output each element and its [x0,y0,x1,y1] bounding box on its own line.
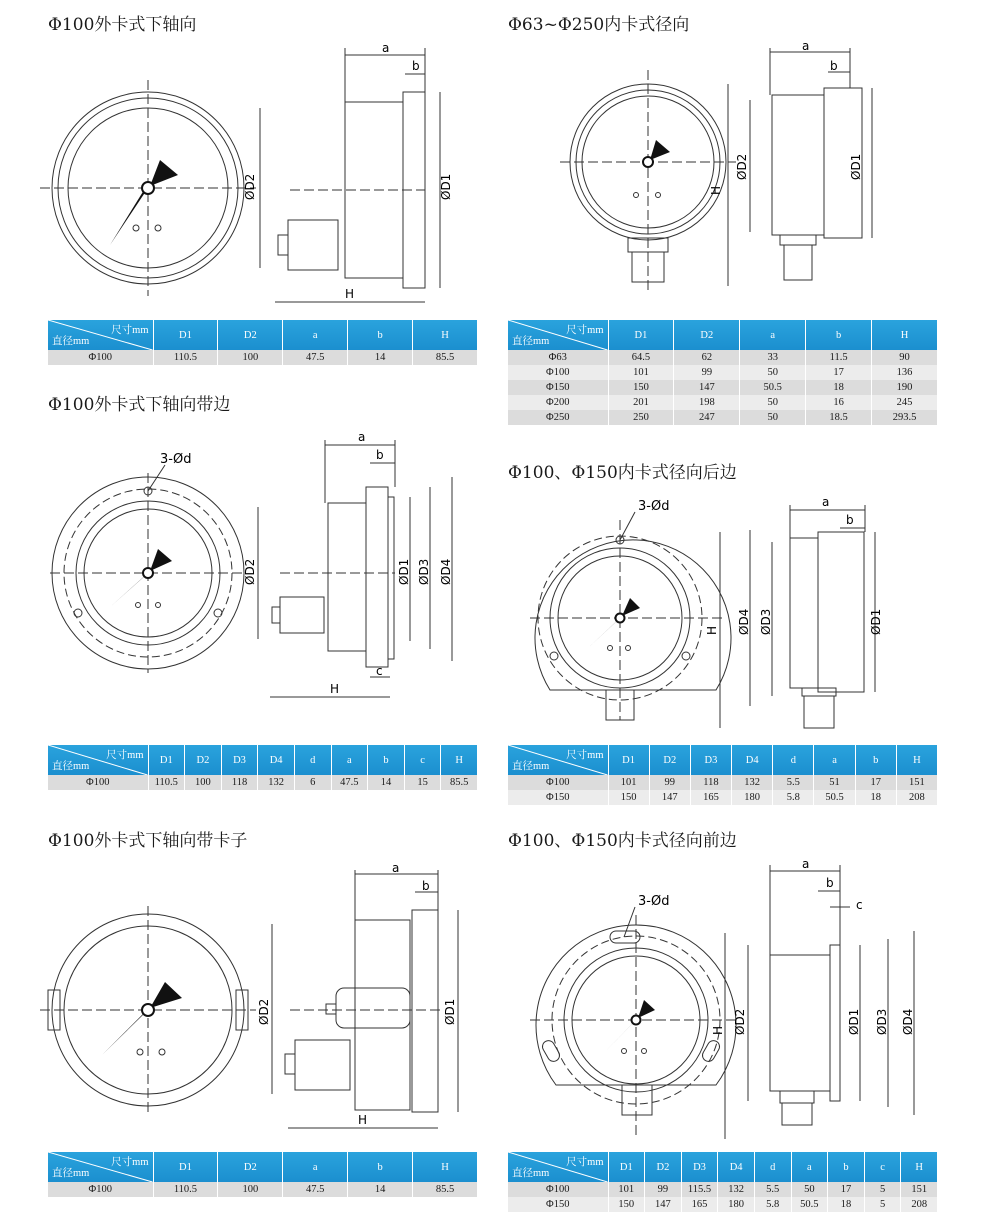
col-header: a [283,320,348,350]
col-header: a [331,745,368,775]
col-header: D1 [608,320,674,350]
col-header: b [855,745,896,775]
col-header: H [413,1152,478,1182]
table-row: Φ250 250 247 50 18.5 293.5 [508,410,938,425]
corner-cell: 尺寸mm 直径mm [48,1152,153,1182]
table-row: Φ100 110.5 100 47.5 14 85.5 [48,350,478,365]
dim-d4: ØD4 [737,608,751,635]
col-header: c [864,1152,901,1182]
dim-c: c [376,664,383,678]
col-header: H [413,320,478,350]
dim-h: H [345,287,355,301]
dim-hole: 3-Ød [160,452,192,467]
col-header: b [348,320,413,350]
corner-cell: 尺寸mm 直径mm [508,320,608,350]
col-header: d [294,745,331,775]
dim-d1: ØD1 [847,1008,861,1035]
dim-b: b [376,448,384,462]
dim-a: a [802,857,810,871]
spec-table-5 [48,1152,478,1197]
col-header: D1 [608,1152,645,1182]
corner-cell: 尺寸mm 直径mm [48,320,153,350]
dim-d2: ØD2 [243,558,257,585]
corner-cell: 尺寸mm 直径mm [48,745,148,775]
table-row: Φ100 110.5 100 47.5 14 85.5 [48,1182,478,1197]
col-header: D2 [185,745,222,775]
dim-d1: ØD1 [849,153,863,180]
dim-hole: 3-Ød [638,499,670,514]
drawing-radial-inner-back-flange [520,490,940,740]
corner-cell: 尺寸mm 直径mm [508,745,608,775]
dim-b: b [826,876,834,890]
col-header: b [368,745,405,775]
dim-d2: ØD2 [257,998,271,1025]
dim-d1: ØD1 [869,608,883,635]
table-row: Φ100 101 99 118 132 5.5 51 17 151 [508,775,938,790]
col-header: D4 [732,745,773,775]
corner-cell: 尺寸mm 直径mm [508,1152,608,1182]
dim-d3: ØD3 [417,558,431,585]
spec-table-1 [48,320,478,365]
col-header: D3 [690,745,731,775]
dim-d2: ØD2 [735,153,749,180]
section-title-1: Φ100外卡式下轴向 [48,15,197,35]
dim-a: a [382,41,390,55]
col-header: D1 [153,320,218,350]
dim-b: b [422,879,430,893]
col-header: D2 [645,1152,682,1182]
dim-d2: ØD2 [243,173,257,200]
col-header: b [828,1152,865,1182]
drawing-axial-outer-clamp [40,860,480,1140]
dim-d3: ØD3 [759,608,773,635]
dim-d1: ØD1 [439,173,453,200]
table-row: Φ100 101 99 50 17 136 [508,365,938,380]
col-header: D2 [218,320,283,350]
col-header: D2 [674,320,740,350]
col-header: a [814,745,855,775]
col-header: D2 [649,745,690,775]
col-header: a [283,1152,348,1182]
dim-d4: ØD4 [439,558,453,585]
dim-a: a [392,861,400,875]
col-header: b [806,320,872,350]
drawing-radial-inner-front-flange [520,855,940,1145]
table-row: Φ150 150 147 50.5 18 190 [508,380,938,395]
col-header: D1 [608,745,649,775]
col-header: D4 [258,745,295,775]
drawing-radial-inner [560,40,940,310]
col-header: d [754,1152,791,1182]
col-header: H [872,320,938,350]
drawing-axial-outer-flange [40,425,480,715]
dim-h: H [358,1113,368,1127]
spec-table-3 [48,745,478,790]
col-header: D2 [218,1152,283,1182]
col-header: D3 [221,745,258,775]
dim-h: H [709,185,723,195]
dim-d1: ØD1 [397,558,411,585]
section-title-3: Φ100外卡式下轴向带边 [48,395,231,415]
col-header: D4 [718,1152,755,1182]
spec-table-4 [508,745,938,805]
col-header: a [791,1152,828,1182]
section-title-2: Φ63~Φ250内卡式径向 [508,15,690,35]
dim-b: b [830,59,838,73]
dim-c: c [856,898,863,912]
dim-h: H [330,682,340,696]
dim-d3: ØD3 [875,1008,889,1035]
col-header: D3 [681,1152,718,1182]
col-header: D1 [153,1152,218,1182]
drawing-axial-outer [40,40,480,320]
dim-hole: 3-Ød [638,894,670,909]
col-header: d [773,745,814,775]
section-title-6: Φ100、Φ150内卡式径向前边 [508,831,737,851]
col-header: b [348,1152,413,1182]
dim-b: b [846,513,854,527]
dim-a: a [822,495,830,509]
spec-table-2 [508,320,938,425]
dim-d4: ØD4 [901,1008,915,1035]
dim-a: a [802,40,810,53]
col-header: c [404,745,441,775]
col-header: H [901,1152,938,1182]
dim-d1: ØD1 [443,998,457,1025]
col-header: a [740,320,806,350]
col-header: H [441,745,478,775]
dim-d2: ØD2 [733,1008,747,1035]
table-row: Φ100 101 99 115.5 132 5.5 50 17 5 151 [508,1182,938,1197]
section-title-4: Φ100、Φ150内卡式径向后边 [508,463,737,483]
dim-h: H [705,625,719,635]
col-header: D1 [148,745,185,775]
table-row: Φ150 150 147 165 180 5.8 50.5 18 5 208 [508,1197,938,1212]
table-row: Φ63 64.5 62 33 11.5 90 [508,350,938,365]
dim-h: H [711,1025,725,1035]
section-title-5: Φ100外卡式下轴向带卡子 [48,831,248,851]
dim-b: b [412,59,420,73]
dim-a: a [358,430,366,444]
col-header: H [896,745,937,775]
table-row: Φ100 110.5 100 118 132 6 47.5 14 15 85.5 [48,775,478,790]
table-row: Φ200 201 198 50 16 245 [508,395,938,410]
table-row: Φ150 150 147 165 180 5.8 50.5 18 208 [508,790,938,805]
spec-table-6 [508,1152,938,1212]
